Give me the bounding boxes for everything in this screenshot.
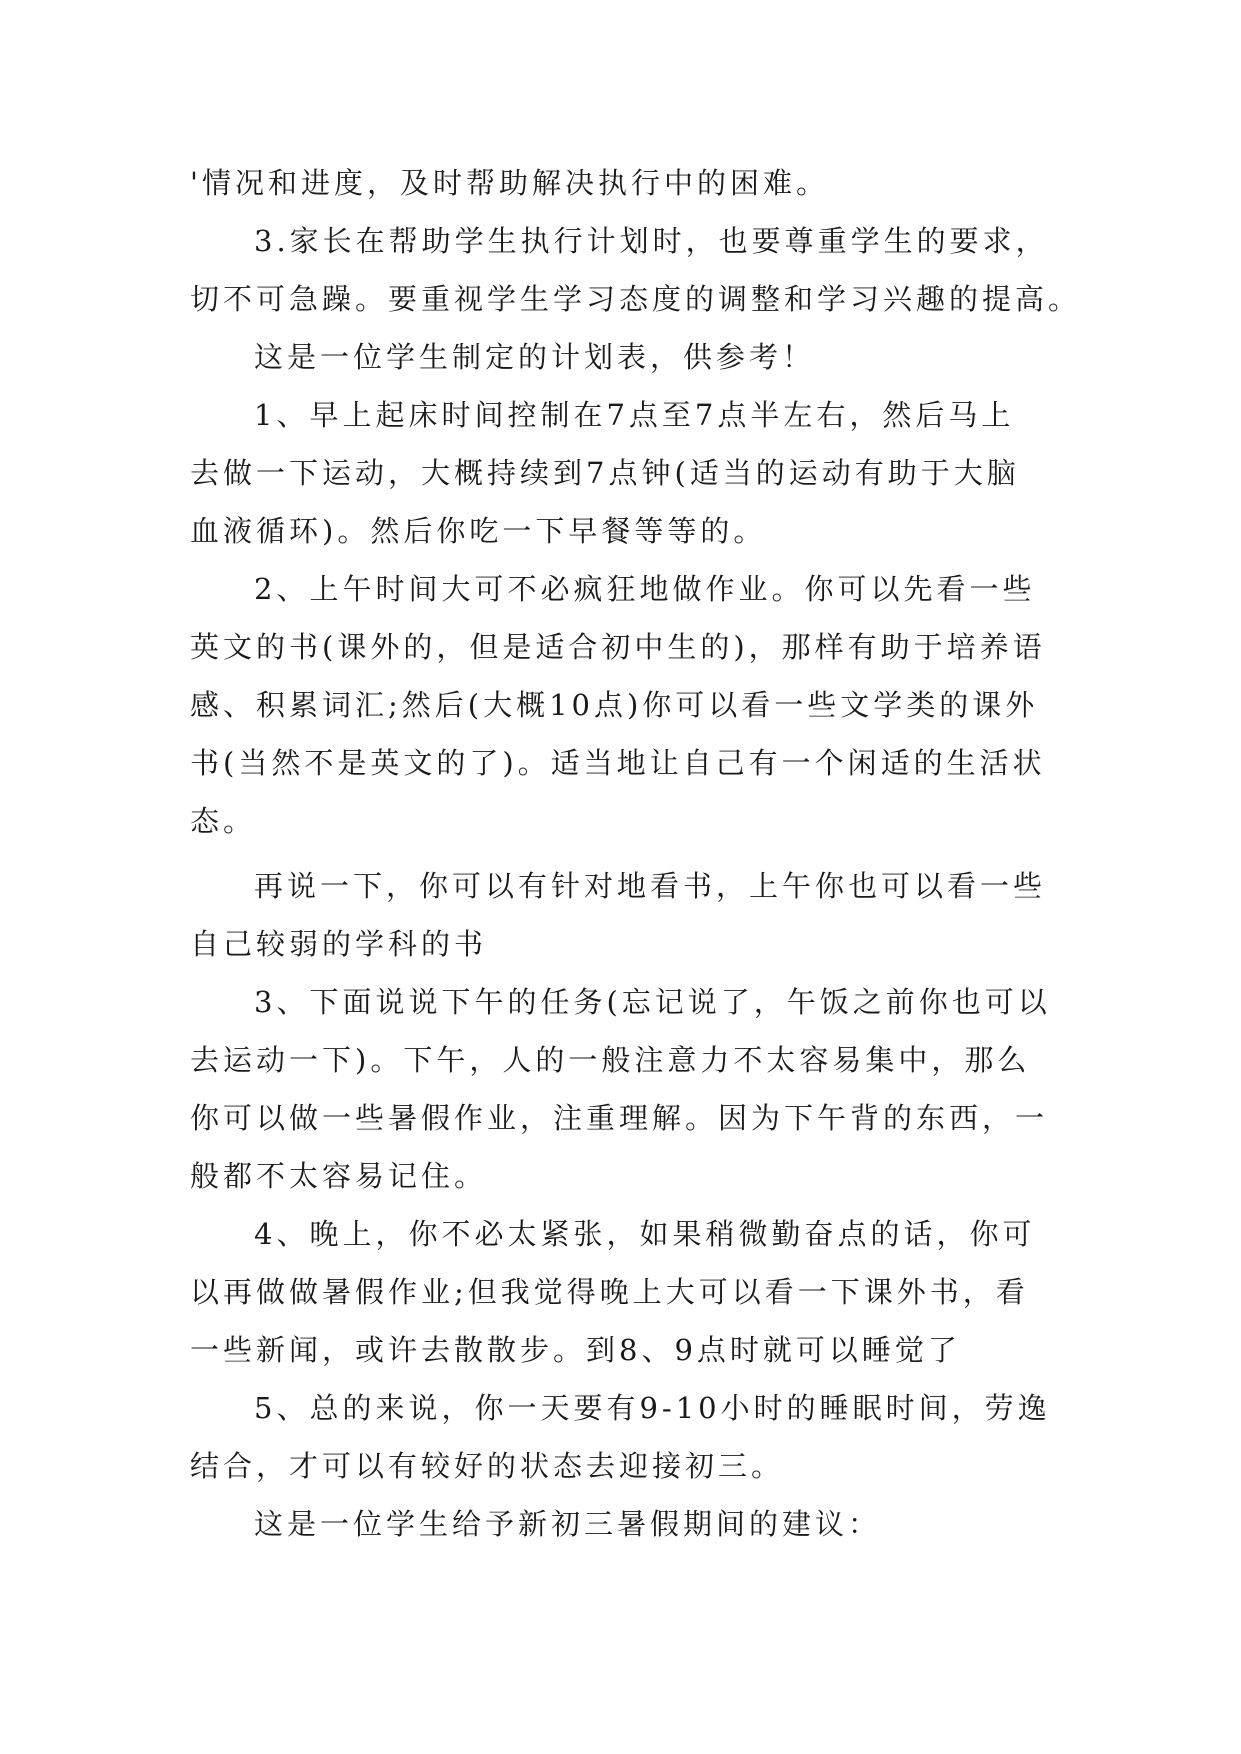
text-line: 这是一位学生制定的计划表，供参考！ — [254, 340, 816, 374]
text-line: 自己较弱的学科的书 — [190, 927, 488, 961]
text-line: 你可以做一些暑假作业，注重理解。因为下午背的东西，一 — [190, 1101, 1049, 1135]
text-line: 一些新闻，或许去散散步。到8、9点时就可以睡觉了 — [190, 1333, 961, 1367]
text-line: 态。 — [190, 804, 257, 838]
text-line: 结合，才可以有较好的状态去迎接初三。 — [190, 1449, 785, 1483]
text-line: 书(当然不是英文的了)。适当地让自己有一个闲适的生活状 — [190, 746, 1046, 780]
text-line: 2、上午时间大可不必疯狂地做作业。你可以先看一些 — [254, 572, 1036, 606]
text-line: 3.家长在帮助学生执行计划时，也要尊重学生的要求， — [254, 224, 1049, 258]
text-line: 1、早上起床时间控制在7点至7点半左右，然后马上 — [254, 398, 1015, 432]
text-line: 5、总的来说，你一天要有9-10小时的睡眠时间，劳逸 — [254, 1391, 1051, 1425]
text-line: 血液循环)。然后你吃一下早餐等等的。 — [190, 514, 767, 548]
text-line: 以再做做暑假作业;但我觉得晚上大可以看一下课外书，看 — [190, 1275, 1029, 1309]
text-line: '情况和进度，及时帮助解决执行中的困难。 — [190, 166, 829, 200]
text-line: 切不可急躁。要重视学生学习态度的调整和学习兴趣的提高。 — [190, 282, 1082, 316]
text-line: 4、晚上，你不必太紧张，如果稍微勤奋点的话，你可 — [254, 1217, 1036, 1251]
text-line: 般都不太容易记住。 — [190, 1159, 488, 1193]
text-line: 这是一位学生给予新初三暑假期间的建议： — [254, 1507, 882, 1541]
text-line: 3、下面说说下午的任务(忘记说了，午饭之前你也可以 — [254, 985, 1051, 1019]
text-line: 去运动一下)。下午，人的一般注意力不太容易集中，那么 — [190, 1043, 1031, 1077]
text-line: 去做一下运动，大概持续到7点钟(适当的运动有助于大脑 — [190, 456, 1020, 490]
text-line: 英文的书(课外的，但是适合初中生的)，那样有助于培养语 — [190, 630, 1046, 664]
text-line: 感、积累词汇;然后(大概10点)你可以看一些文学类的课外 — [190, 688, 1039, 722]
text-line: 再说一下，你可以有针对地看书，上午你也可以看一些 — [254, 869, 1047, 903]
